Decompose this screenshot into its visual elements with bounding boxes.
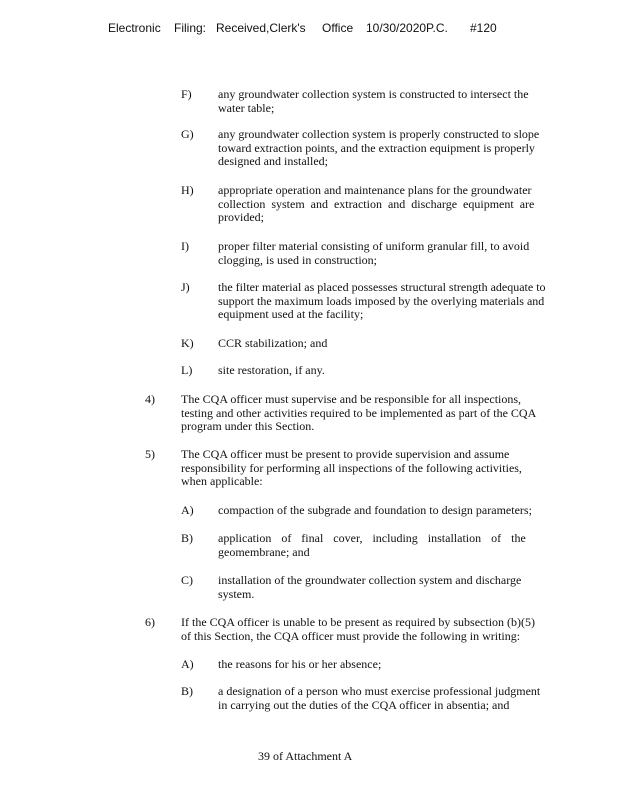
item-label-f: F) xyxy=(181,87,192,101)
paragraph-4-line: program under this Section. xyxy=(181,419,315,434)
paragraph-4-line: The CQA officer must supervise and be responsible for all inspections, xyxy=(181,392,522,406)
item-6a-line: the reasons for his or her absence; xyxy=(218,657,382,671)
paragraph-5-line: when applicable: xyxy=(181,474,263,489)
item-i-line: clogging, is used in construction; xyxy=(218,252,377,267)
item-g-line: any groundwater collection system is properly constructed to slope xyxy=(218,127,540,141)
item-5c-line: installation of the groundwater collection system and discharge xyxy=(218,573,522,587)
item-h-line: appropriate operation and maintenance plans for the groundwater xyxy=(218,183,532,197)
paragraph-5-line: The CQA officer must be present to provide supervision and assume xyxy=(181,447,510,461)
item-5b-line: geomembrane; and xyxy=(218,544,310,559)
item-5c-line: system. xyxy=(218,586,255,601)
item-f-line: any groundwater collection system is constructed to intersect the xyxy=(218,87,529,101)
item-label-h: H) xyxy=(181,183,194,197)
item-g-line: toward extraction points, and the extraction equipment is properly xyxy=(218,140,535,155)
paragraph-5-line: responsibility for performing all inspections of the following activities, xyxy=(181,460,522,475)
item-i-line: proper filter material consisting of uniform granular fill, to avoid xyxy=(218,239,530,253)
item-5a-line: compaction of the subgrade and foundation to design parameters; xyxy=(218,503,532,517)
header-received: Received,Clerk's xyxy=(216,21,306,35)
item-j-line: the filter material as placed possesses structural strength adequate to xyxy=(218,280,546,294)
item-6b-line: a designation of a person who must exercise professional judgment xyxy=(218,684,541,698)
item-l-line: site restoration, if any. xyxy=(218,363,325,377)
item-label-6a: A) xyxy=(181,657,194,671)
item-k-line: CCR stabilization; and xyxy=(218,336,328,350)
item-5b-line: application of final cover, including installation of the xyxy=(218,531,526,545)
item-j-line: support the maximum loads imposed by the overlying materials and xyxy=(218,293,545,308)
item-j-line: equipment used at the facility; xyxy=(218,307,364,322)
paragraph-label-4: 4) xyxy=(145,392,155,406)
paragraph-label-5: 5) xyxy=(145,447,155,461)
item-label-5a: A) xyxy=(181,503,194,517)
page-footer: 39 of Attachment A xyxy=(258,749,353,763)
paragraph-6-line: If the CQA officer is unable to be present as required by subsection (b)(5) xyxy=(181,615,536,629)
item-label-i: I) xyxy=(181,239,189,253)
paragraph-6-line: of this Section, the CQA officer must provide the following in writing: xyxy=(181,628,521,643)
item-label-5c: C) xyxy=(181,573,193,587)
header-filing: Filing: xyxy=(174,21,207,35)
item-6b-line: in carrying out the duties of the CQA officer in absentia; and xyxy=(218,697,510,712)
item-label-j: J) xyxy=(181,280,190,294)
item-h-line: collection system and extraction and discharge equipment are xyxy=(218,196,535,211)
header-number: #120 xyxy=(470,21,497,35)
item-label-l: L) xyxy=(181,363,193,377)
item-h-line: provided; xyxy=(218,210,264,225)
paragraph-4-line: testing and other activities required to be implemented as part of the CQA xyxy=(181,405,537,420)
item-label-k: K) xyxy=(181,336,194,350)
header-electronic: Electronic xyxy=(108,21,161,35)
paragraph-label-6: 6) xyxy=(145,615,155,629)
item-label-g: G) xyxy=(181,127,194,141)
item-f-line: water table; xyxy=(218,100,275,115)
item-label-6b: B) xyxy=(181,684,193,698)
item-label-5b: B) xyxy=(181,531,193,545)
header-office: Office xyxy=(322,21,354,35)
header-date: 10/30/2020P.C. xyxy=(366,21,448,35)
item-g-line: designed and installed; xyxy=(218,154,328,169)
